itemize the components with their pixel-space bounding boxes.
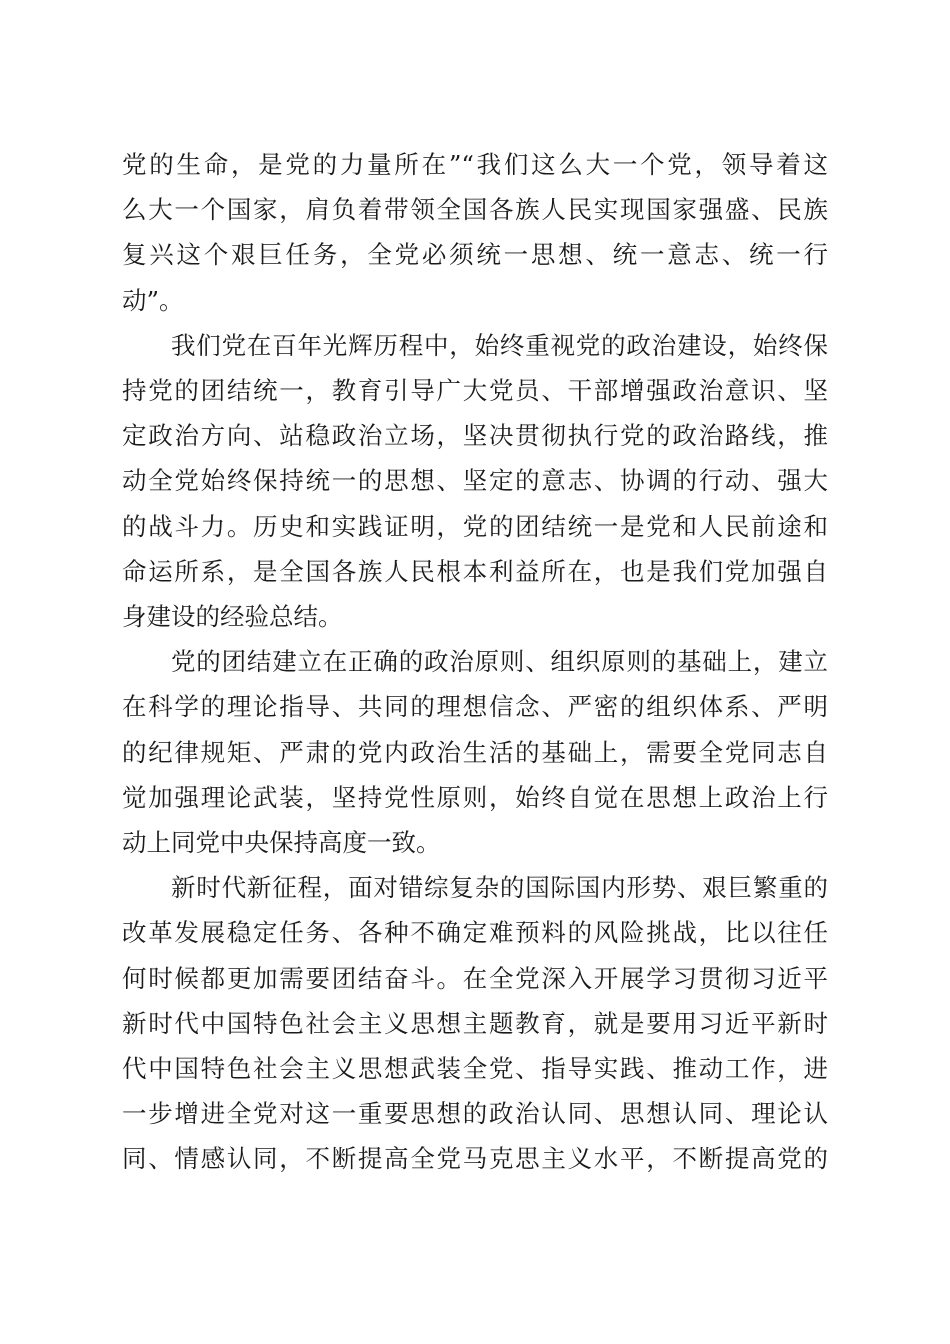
text-line: 觉加强理论武装，坚持党性原则，始终自觉在思想上政治上行 [122, 782, 828, 812]
text-line: 何时候都更加需要团结奋斗。在全党深入开展学习贯彻习近平 [122, 963, 828, 993]
text-line: 动全党始终保持统一的思想、坚定的意志、协调的行动、强大 [122, 466, 828, 496]
text-line: 党的团结建立在正确的政治原则、组织原则的基础上，建立 [171, 647, 828, 677]
text-line: 动上同党中央保持高度一致。 [122, 828, 441, 858]
text-line: 复兴这个艰巨任务，全党必须统一思想、统一意志、统一行 [122, 240, 828, 270]
text-line: 改革发展稳定任务、各种不确定难预料的风险挑战，比以往任 [122, 918, 828, 948]
text-line: 动”。 [122, 285, 184, 315]
text-line: 新时代新征程，面对错综复杂的国际国内形势、艰巨繁重的 [171, 873, 828, 903]
paragraph-3 [122, 639, 828, 865]
text-line: 定政治方向、站稳政治立场，坚决贯彻执行党的政治路线，推 [122, 421, 828, 451]
text-line: 我们党在百年光辉历程中，始终重视党的政治建设，始终保 [171, 330, 828, 360]
text-line: 的战斗力。历史和实践证明，党的团结统一是党和人民前途和 [122, 511, 828, 541]
text-line: 持党的团结统一，教育引导广大党员、干部增强政治意识、坚 [122, 376, 828, 406]
text-line: 的纪律规矩、严肃的党内政治生活的基础上，需要全党同志自 [122, 737, 828, 767]
paragraph-4 [122, 865, 828, 1181]
text-line: 党的生命，是党的力量所在”“我们这么大一个党，领导着这 [122, 150, 828, 179]
text-line: 命运所系，是全国各族人民根本利益所在，也是我们党加强自 [122, 556, 828, 586]
text-line: 新时代中国特色社会主义思想主题教育，就是要用习近平新时 [122, 1008, 828, 1038]
text-line: 同、情感认同，不断提高全党马克思主义水平，不断提高党的 [122, 1144, 828, 1174]
body-text [122, 142, 828, 1182]
text-line: 么大一个国家，肩负着带领全国各族人民实现国家强盛、民族 [122, 195, 828, 225]
text-line: 身建设的经验总结。 [122, 602, 343, 632]
paragraph-1 [122, 142, 828, 323]
paragraph-2 [122, 323, 828, 639]
text-line: 一步增进全党对这一重要思想的政治认同、思想认同、理论认 [122, 1099, 828, 1129]
text-line: 在科学的理论指导、共同的理想信念、严密的组织体系、严明 [122, 692, 828, 722]
text-line: 代中国特色社会主义思想武装全党、指导实践、推动工作，进 [122, 1054, 828, 1084]
